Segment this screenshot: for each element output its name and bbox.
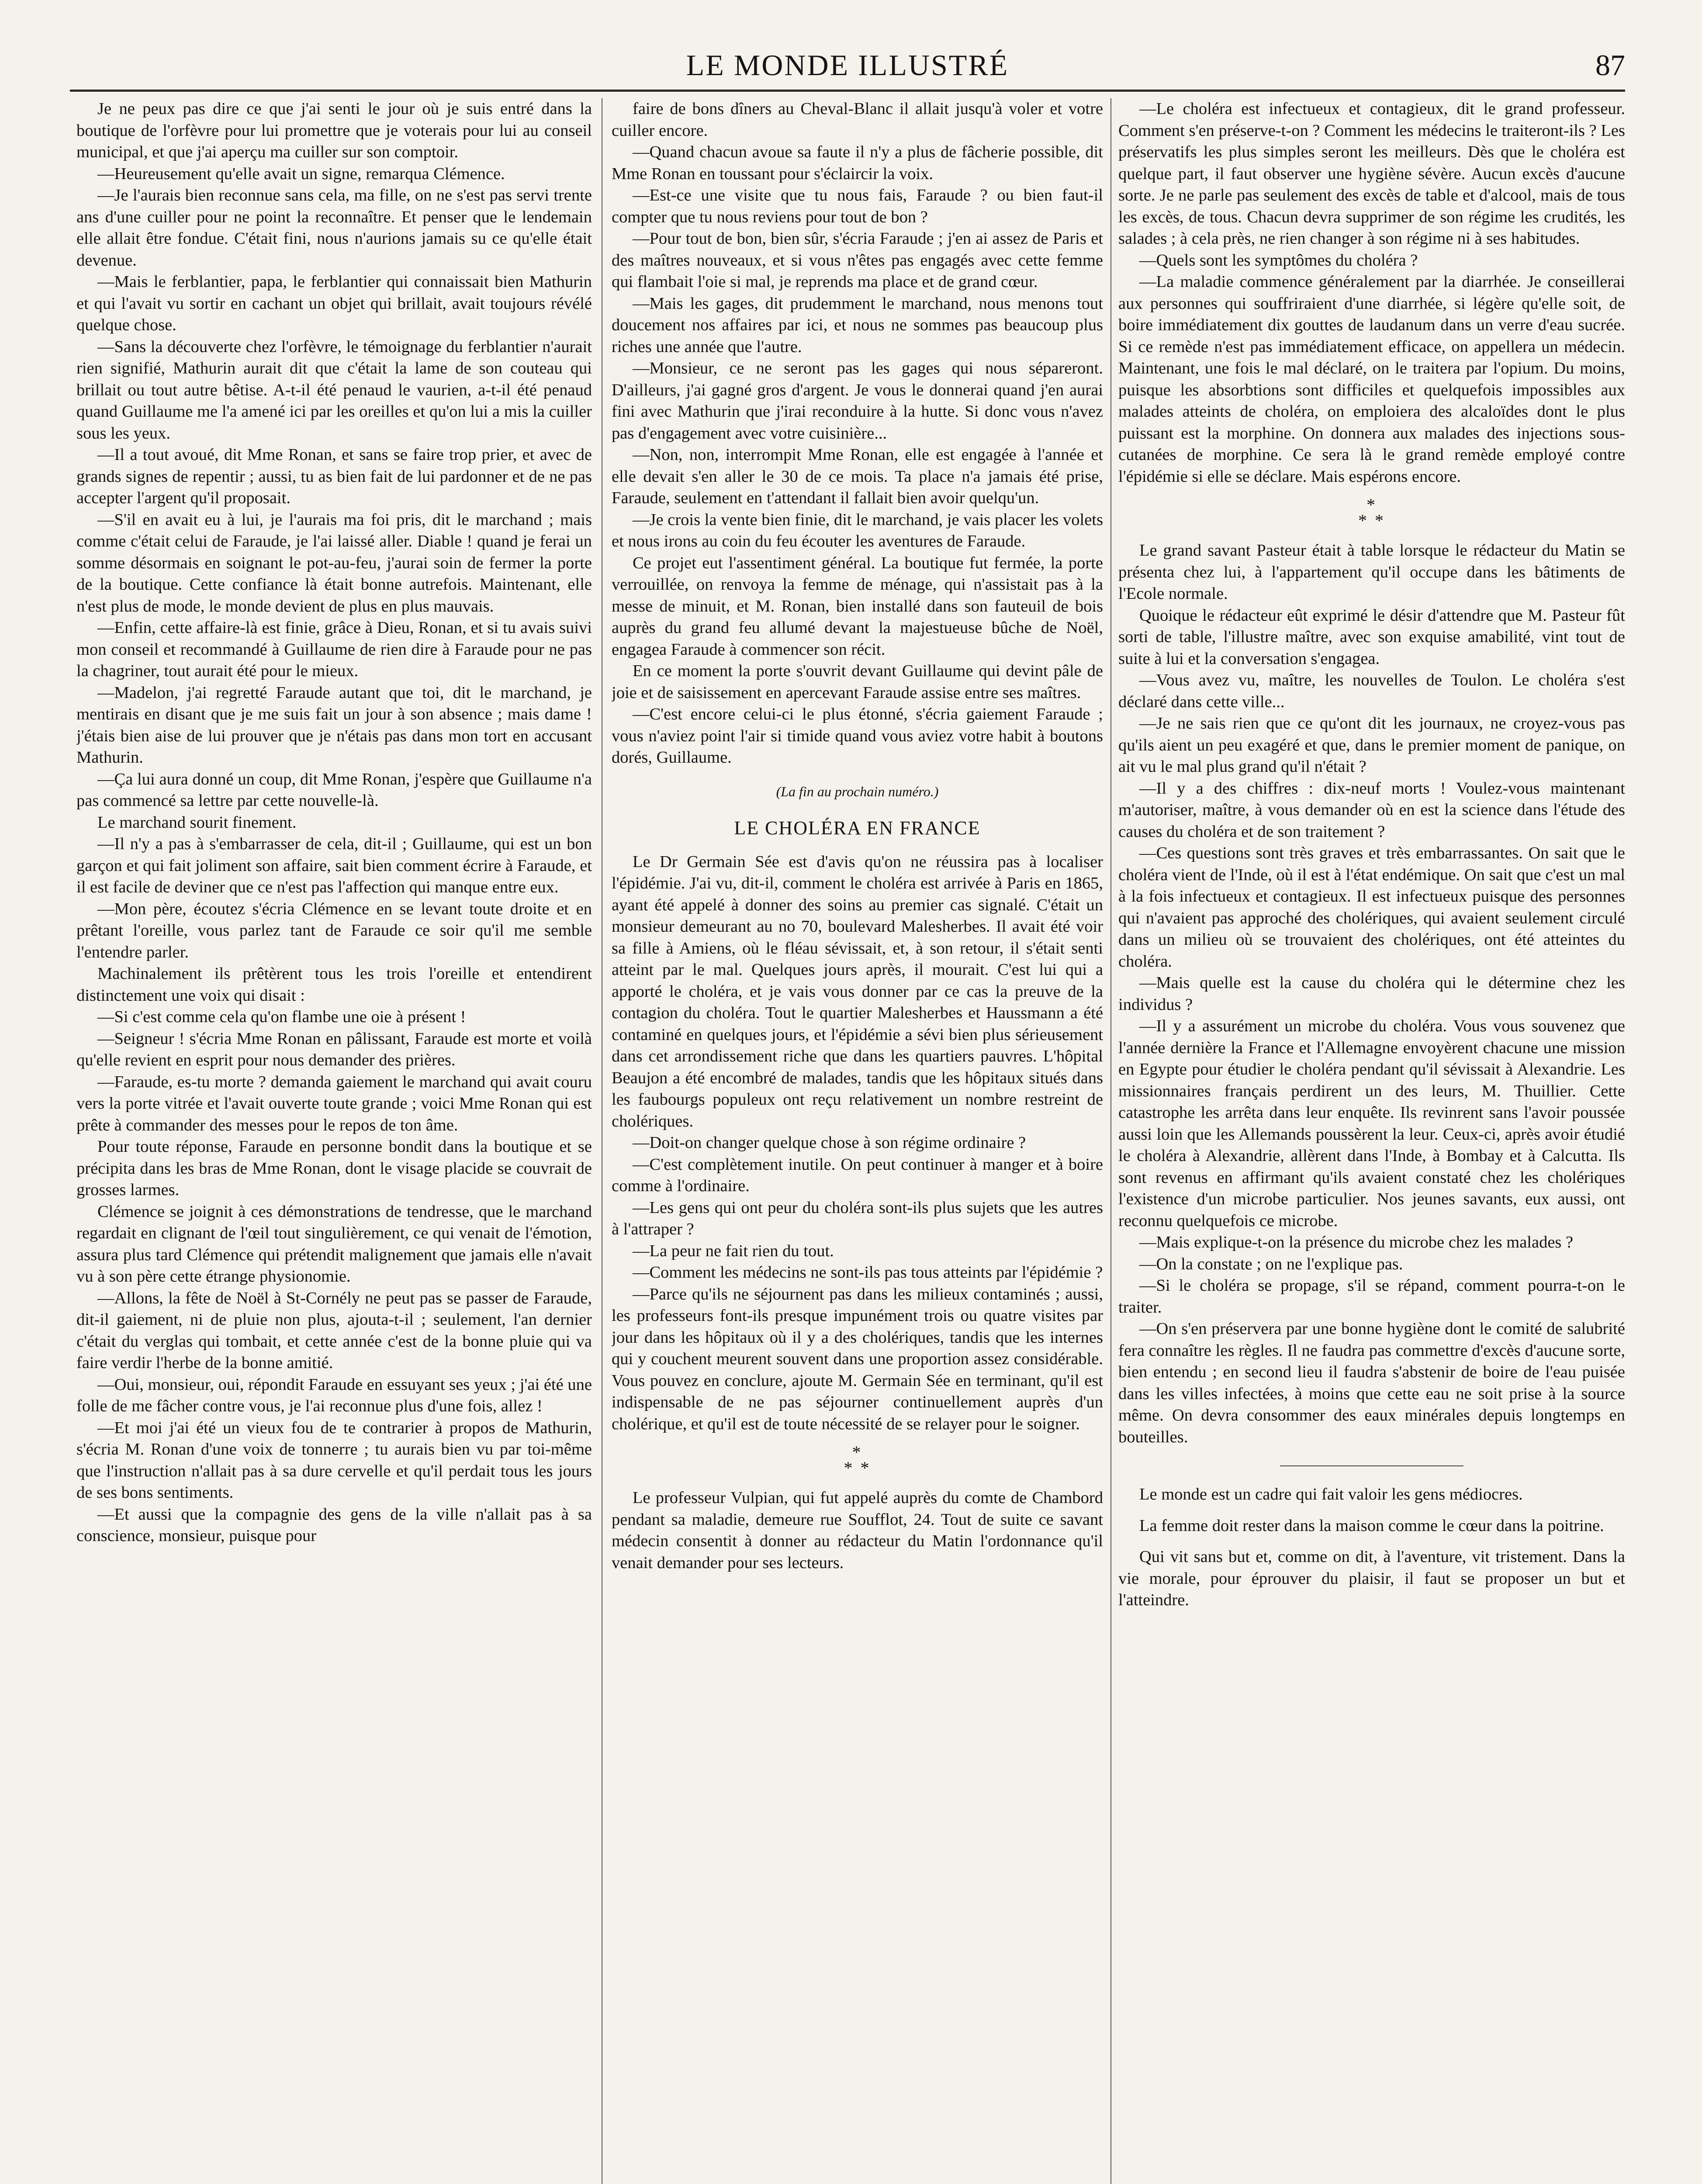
article-paragraph: —Mais explique-t-on la présence du microbe chez les malades ? <box>1139 1233 1574 1251</box>
article-paragraph: Le professeur Vulpian, qui fut appelé auprès du comte de Chambord pendant sa maladie, demeure rue Soufflot, 24. Tout de suite ce savant médecin consentit à donner au rédacteur du Matin l'ordonnance qu'il venait demander pour ses lecteurs. <box>612 1489 1103 1572</box>
story-paragraph: faire de bons dîners au Cheval-Blanc il allait jusqu'à voler et votre cuiller encore. <box>612 100 1103 140</box>
story-paragraph: Ce projet eut l'assentiment général. La boutique fut fermée, la porte verrouillée, on renvoya la femme de ménage, qui n'assistait pas à la messe de minuit, et M. Ronan, bien installé dans son fauteuil de bois auprès du grand feu allumé devant la majestueuse bûche de Noël, engagea Faraude à commencer son récit. <box>612 553 1103 659</box>
article-paragraph: —Mais quelle est la cause du choléra qui le détermine chez les individus ? <box>1118 974 1625 1014</box>
story-paragraph: En ce moment la porte s'ouvrit devant Guillaume qui devint pâle de joie et de saisissement en apercevant Faraude assise entre ses maîtres. <box>612 662 1103 702</box>
page-number: 87 <box>1595 48 1625 82</box>
masthead <box>70 41 1625 92</box>
story-paragraph: —Monsieur, ce ne seront pas les gages qui nous sépareront. D'ailleurs, j'ai gagné gros d'argent. Je vous le donnerai quand j'en aurai fini avec Mathurin que j'irai reconduire à la hutte. Si donc vous n'avez pas d'engagement avec votre cuisinière... <box>612 359 1103 442</box>
article-paragraph: —On la constate ; on ne l'explique pas. <box>1139 1254 1403 1273</box>
story-paragraph: —Enfin, cette affaire-là est finie, grâce à Dieu, Ronan, et si tu avais suivi mon conseil et recommandé à Guillaume de rien dire à Faraude pour ne pas la chagriner, tout aurait été pour le mieux. <box>76 619 592 680</box>
story-paragraph: —Mon père, écoutez s'écria Clémence en se levant toute droite et en prêtant l'oreille, vous parlez tant de Faraude ce soir qu'il me semble l'entendre parler. <box>76 899 592 961</box>
story-paragraph: —Madelon, j'ai regretté Faraude autant que toi, dit le marchand, je mentirais en disant que je me suis fait un jour à son absence ; mais dame ! j'étais bien aise de lui prouver que je n'étais pas dans mon tort en accusant Mathurin. <box>76 683 592 767</box>
story-paragraph: —Seigneur ! s'écria Mme Ronan en pâlissant, Faraude est morte et voilà qu'elle revient en esprit pour nous demander des prières. <box>76 1029 592 1069</box>
section-separator <box>1280 1465 1463 1466</box>
maxim-paragraph: Le monde est un cadre qui fait valoir les gens médiocres. <box>1139 1485 1523 1503</box>
article-paragraph: —Je ne sais rien que ce qu'ont dit les journaux, ne croyez-vous pas qu'ils aient un peu exagéré et que, dans le premier moment de panique, on ait vu le mal plus grand qu'il n'était ? <box>1118 714 1625 776</box>
section-stars <box>1118 497 1625 529</box>
story-paragraph: —Sans la découverte chez l'orfèvre, le témoignage du ferblantier n'aurait rien signifié, Mathurin aurait dit que c'était la lame de son couteau qui brillait ou tout autre bêtise. A-t-il été penaud le vaurien, a-t-il été penaud quand Guillaume me l'a amené ici par les oreilles et qu'on lui a mis la cuiller sous les yeux. <box>76 337 592 442</box>
story-paragraph: —Quand chacun avoue sa faute il n'y a plus de fâcherie possible, dit Mme Ronan en toussant pour s'éclaircir la voix. <box>612 143 1103 183</box>
article-paragraph: —Le choléra est infectueux et contagieux, dit le grand professeur. Comment s'en préserve-t-on ? Comment les médecins le traiteront-ils ? Les préservatifs les plus simples seront les meilleurs. Dès que le choléra est quelque part, il faut observer une hygiène sévère. Aucun excès d'aucune sorte. Je ne parle pas seulement des excès de table et d'alcool, mais de tous les excès, de tous. Chacun devra supprimer de son régime les crudités, les salades ; à cela près, ne rien changer à son régime ni à ses habitudes. <box>1118 100 1625 248</box>
story-paragraph: —Il n'y a pas à s'embarrasser de cela, dit-il ; Guillaume, qui est un bon garçon et qui fait joliment son affaire, sait bien comment écrire à Faraude, et il est facile de deviner que ce n'est pas l'affection qui manque entre eux. <box>76 835 592 896</box>
article-paragraph: —La maladie commence généralement par la diarrhée. Je conseillerai aux personnes qui souffriraient d'une diarrhée, si légère qu'elle soit, de boire immédiatement dix gouttes de laudanum dans un verre d'eau sucrée. Si ce remède n'est pas immédiatement efficace, on appellera un médecin. Maintenant, une fois le mal déclaré, on le traitera par l'opium. Du moins, puisque les absorbtions sont difficiles et quelquefois impossibles aux malades atteints de choléra, on emploiera des alcaloïdes dont le plus puissant est la morphine. On donnera aux malades des injections sous-cutanées de morphine. Ce sera là le grand remède employé contre l'épidémie si elle se déclare. Mais espérons encore. <box>1118 273 1625 486</box>
story-paragraph: —Mais le ferblantier, papa, le ferblantier qui connaissait bien Mathurin et qui l'avait vu sortir en cachant un objet qui brillait, avait toujours révélé quelque chose. <box>76 273 592 334</box>
story-paragraph: —Je l'aurais bien reconnue sans cela, ma fille, on ne s'est pas servi trente ans d'une cuiller pour ne point la reconnaître. Et penser que le lendemain elle allait être fondue. C'était fini, nous n'aurions jamais su ce qu'elle était devenue. <box>76 186 592 270</box>
story-paragraph: —S'il en avait eu à lui, je l'aurais ma foi pris, dit le marchand ; mais comme c'était celui de Faraude, je l'ai laissé aller. Diable ! quand je ferai un somme désormais en soignant le pot-au-feu, j'aurai soin de fermer la porte de la boutique. Cette confiance là était bonne autrefois. Maintenant, elle n'est plus de mode, le monde devient de plus en plus mauvais. <box>76 510 592 615</box>
article-paragraph: —Ces questions sont très graves et très embarrassantes. On sait que le choléra vient de l'Inde, où il est à l'état endémique. On sait que c'est un mal à la fois infectueux et contagieux. Il est infectueux puisque des personnes qui n'avaient pas approché des cholériques, qui avaient seulement circulé dans un milieu où se trouvaient des cholériques, ont été atteintes du choléra. <box>1118 844 1625 971</box>
column-divider <box>1110 98 1111 2184</box>
story-paragraph: Je ne peux pas dire ce que j'ai senti le jour où je suis entré dans la boutique de l'orfèvre pour lui promettre que je voterais pour lui au conseil municipal, et que j'ai aperçu ma cuiller sur son comptoir. <box>76 100 592 161</box>
story-paragraph: Pour toute réponse, Faraude en personne bondit dans la boutique et se précipita dans les bras de Mme Ronan, dont le visage placide se couvrait de grosses larmes. <box>76 1137 592 1199</box>
maxim-paragraph: Qui vit sans but et, comme on dit, à l'aventure, vit tristement. Dans la vie morale, pour éprouver du plaisir, il faut se proposer un but et l'atteindre. <box>1118 1548 1625 1609</box>
story-paragraph: —Ça lui aura donné un coup, dit Mme Ronan, j'espère que Guillaume n'a pas commencé sa lettre par cette nouvelle-là. <box>76 770 592 810</box>
column-3 <box>1118 98 1625 2184</box>
story-paragraph: —Si c'est comme cela qu'on flambe une oie à présent ! <box>97 1008 466 1026</box>
story-paragraph: —Je crois la vente bien finie, dit le marchand, je vais placer les volets et nous irons au coin du feu écouter les aventures de Faraude. <box>612 510 1103 550</box>
story-paragraph: —Il a tout avoué, dit Mme Ronan, et sans se faire trop prier, et avec de grands signes de repentir ; aussi, tu as bien fait de lui pardonner et de ne pas accepter l'argent qu'il proposait. <box>76 446 592 507</box>
story-paragraph: Le marchand sourit finement. <box>97 813 297 832</box>
article-paragraph: Quoique le rédacteur eût exprimé le désir d'attendre que M. Pasteur fût sorti de table, l'illustre maître, avec son exquise amabilité, vint tout de suite à lui et la conversation s'engagea. <box>1118 606 1625 668</box>
stars-line: * <box>1366 495 1377 515</box>
article-paragraph: —C'est complètement inutile. On peut continuer à manger et à boire comme à l'ordinaire. <box>612 1155 1103 1195</box>
story-paragraph: —Et aussi que la compagnie des gens de la ville n'allait pas à sa conscience, monsieur, puisque pour <box>76 1505 592 1545</box>
continued-note: (La fin au prochain numéro.) <box>776 783 939 799</box>
story-paragraph: —Pour tout de bon, bien sûr, s'écria Faraude ; j'en ai assez de Paris et des maîtres nouveaux, et si vous n'êtes pas engagés avec cette femme qui flambait l'oie si mal, je reprends ma place et de grand cœur. <box>612 229 1103 291</box>
maxim-paragraph: La femme doit rester dans la maison comme le cœur dans la poitrine. <box>1139 1516 1604 1535</box>
article-paragraph: —On s'en préservera par une bonne hygiène dont le comité de salubrité fera connaître les règles. Il ne faudra pas commettre d'excès d'aucune sorte, bien entendu ; en second lieu il faudra s'abstenir de boire de l'eau puisée dans les villes infectées, à moins que cette eau ne soit prise à la source même. On devra consommer des eaux minérales depuis longtemps en bouteilles. <box>1118 1320 1625 1446</box>
article-paragraph: Le grand savant Pasteur était à table lorsque le rédacteur du Matin se présenta chez lui, à l'appartement qu'il occupe dans les bâtiments de l'Ecole normale. <box>1118 541 1625 603</box>
stars-line: * <box>852 1442 863 1462</box>
article-heading: LE CHOLÉRA EN FRANCE <box>734 817 981 839</box>
story-paragraph: —Est-ce une visite que tu nous fais, Faraude ? ou bien faut-il compter que tu nous reviens pour tout de bon ? <box>612 186 1103 226</box>
story-paragraph: —Faraude, es-tu morte ? demanda gaiement le marchand qui avait couru vers la porte vitrée et l'avait ouverte toute grande ; voici Mme Ronan qui est prête à commander des messes pour le repos de ton âme. <box>76 1072 592 1134</box>
story-paragraph: —Et moi j'ai été un vieux fou de te contrarier à propos de Mathurin, s'écria M. Ronan d'une voix de tonnerre ; tu aurais bien vu par toi-même que l'instruction n'allait pas à sa dure cervelle et qu'il perdait tous les jours de ses bons sentiments. <box>76 1418 592 1502</box>
article-paragraph: —Il y a assurément un microbe du choléra. Vous vous souvenez que l'année dernière la France et l'Allemagne envoyèrent chacune une mission en Egypte pour étudier le choléra pendant qu'il sévissait à Alexandrie. Les missionnaires français perdirent un des leurs, M. Thuillier. Cette catastrophe les arrêta dans leur enquête. Ils revinrent sans l'avoir poussée aussi loin que les Allemands poussèrent la leur. Ceux-ci, après avoir étudié le choléra à Alexandrie, allèrent dans l'Inde, à Bombay et à Calcutta. Ils sont revenus en affirmant qu'ils avaient constaté chez les cholériques l'existence d'un microbe particulier. Nos jeunes savants, eux aussi, ont reconnu quelquefois ce microbe. <box>1118 1017 1625 1230</box>
article-paragraph: —Comment les médecins ne sont-ils pas tous atteints par l'épidémie ? <box>633 1263 1103 1282</box>
article-paragraph: —Doit-on changer quelque chose à son régime ordinaire ? <box>633 1133 1026 1152</box>
stars-line: * * <box>1358 511 1385 530</box>
column-2 <box>612 98 1103 2184</box>
stars-line: * * <box>844 1458 871 1478</box>
story-paragraph: —Heureusement qu'elle avait un signe, remarqua Clémence. <box>97 164 505 183</box>
story-paragraph: —Oui, monsieur, oui, répondit Faraude en essuyant ses yeux ; j'ai été une folle de me fâcher contre vous, je l'ai reconnue plus d'une fois, allez ! <box>76 1375 592 1415</box>
story-paragraph: —C'est encore celui-ci le plus étonné, s'écria gaiement Faraude ; vous n'aviez point l'air si timide quand vous aviez votre habit à boutons dorés, Guillaume. <box>612 705 1103 767</box>
story-paragraph: Machinalement ils prêtèrent tous les trois l'oreille et entendirent distinctement une voix qui disait : <box>76 964 592 1005</box>
article-paragraph: —Si le choléra se propage, s'il se répand, comment pourra-t-on le traiter. <box>1118 1276 1625 1317</box>
story-paragraph: —Allons, la fête de Noël à St-Cornély ne peut pas se passer de Faraude, dit-il gaiement, ni de pluie non plus, ajouta-t-il ; seulement, l'an dernier c'était du verglas qui tombait, et cette année c'est de la bonne pluie qui va faire verdir l'herbe de la bonne amitié. <box>76 1289 592 1372</box>
article-paragraph: —Parce qu'ils ne séjournent pas dans les milieux contaminés ; aussi, les professeurs font-ils presque impunément trois ou quatre visites par jour dans les hôpitaux où il y a des cholériques, tandis que les internes qui y couchent meurent souvent dans une proportion assez considérable. Vous pouvez en conclure, ajoute M. Germain Sée en terminant, qu'il est indispensable de ne pas séjourner continuellement auprès d'un cholérique, et qu'il est de toute nécessité de se relayer pour le soigner. <box>612 1285 1103 1433</box>
article-paragraph: —Il y a des chiffres : dix-neuf morts ! Voulez-vous maintenant m'autoriser, maître, à vous demander où en est la science dans l'étude des causes du choléra et de son traitement ? <box>1118 779 1625 841</box>
article-paragraph: —Les gens qui ont peur du choléra sont-ils plus sujets que les autres à l'attraper ? <box>612 1198 1103 1238</box>
story-paragraph: —Non, non, interrompit Mme Ronan, elle est engagée à l'année et elle devait s'en aller le 30 de ce mois. Ta place n'a jamais été prise, Faraude, seulement en t'attendant il fallait bien avoir quelqu'un. <box>612 446 1103 507</box>
column-1 <box>76 98 592 2184</box>
masthead-title: LE MONDE ILLUSTRÉ <box>686 48 1009 82</box>
article-paragraph: —Vous avez vu, maître, les nouvelles de Toulon. Le choléra s'est déclaré dans cette ville... <box>1118 671 1625 711</box>
story-paragraph: —Mais les gages, dit prudemment le marchand, nous menons tout doucement nos affaires par ici, et nous ne sommes pas beaucoup plus riches une année que l'autre. <box>612 294 1103 356</box>
article-paragraph: Le Dr Germain Sée est d'avis qu'on ne réussira pas à localiser l'épidémie. J'ai vu, dit-il, comment le choléra est arrivée à Paris en 1865, ayant été appelé à donner des soins au premier cas signalé. C'était un monsieur demeurant au no 70, boulevard Malesherbes. Il avait été voir sa fille à Amiens, où le fléau sévissait, et, à son retour, il s'était senti atteint par le mal. Quelques jours après, il mourait. C'est lui qui a apporté le choléra, et je vais vous donner par ce cas la preuve de la contagion du choléra. Tout le quartier Malesherbes et Haussmann a été contaminé en quelques jours, et l'épidémie a sévi bien plus sérieusement dans cet arrondissement riche que dans les quartiers pauvres. L'hôpital Beaujon a été encombré de malades, tandis que les hôpitaux situés dans les faubourgs populeux ont reçu relativement un nombre restreint de cholériques. <box>612 852 1103 1130</box>
article-paragraph: —Quels sont les symptômes du choléra ? <box>1139 251 1418 270</box>
story-paragraph: Clémence se joignit à ces démonstrations de tendresse, que le marchand regardait en clignant de l'œil tout singulièrement, ce qui venait de l'émotion, assura plus tard Clémence qui prétendit malignement que jamais elle n'avait vu à son père cette étrange physionomie. <box>76 1202 592 1286</box>
article-paragraph: —La peur ne fait rien du tout. <box>633 1241 834 1260</box>
section-stars <box>612 1444 1103 1476</box>
